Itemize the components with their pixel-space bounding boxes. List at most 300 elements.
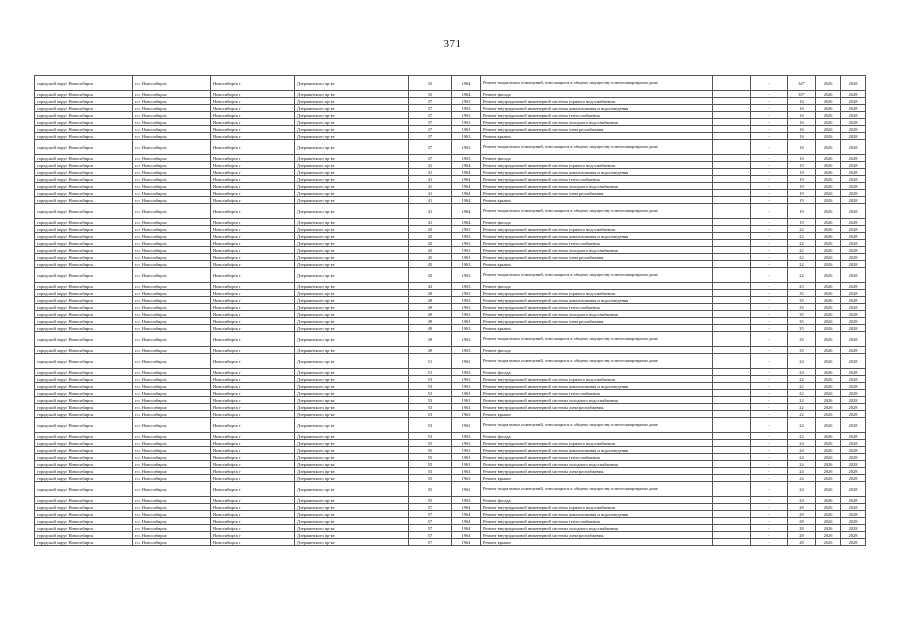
empty-cell [713,190,751,197]
empty-cell [713,283,751,290]
table-row [35,176,866,183]
year-to-cell: 2028 [841,176,866,183]
district-cell: городской округ Новосибирск [35,126,133,133]
table-row [35,183,866,190]
dash-cell: - [751,304,788,311]
district-cell: городской округ Новосибирск [35,397,133,404]
municipality-cell: г.о. Новосибирск [133,532,211,539]
year-from-cell: 2026 [816,411,841,418]
dash-cell: - [751,518,788,525]
house-number-cell: 41 [409,162,452,169]
empty-cell [713,112,751,119]
city-cell: Новосибирск г [211,268,295,283]
house-number-cell: 41 [409,169,452,176]
work-type-cell: Ремонт крыши [481,539,713,546]
house-number-cell: 35 [409,76,452,91]
district-cell: городской округ Новосибирск [35,539,133,546]
dash-cell: - [751,91,788,98]
year-to-cell: 2028 [841,318,866,325]
city-cell: Новосибирск г [211,354,295,369]
municipality-cell: г.о. Новосибирск [133,468,211,475]
house-number-cell: 37 [409,133,452,140]
work-type-cell: Ремонт подвальных помещений, относящихся к общему имуществу в многоквартирном доме [481,354,713,369]
district-cell: городской округ Новосибирск [35,183,133,190]
table-row [35,532,866,539]
municipality-cell: г.о. Новосибирск [133,383,211,390]
empty-cell [713,461,751,468]
dash-cell: - [751,76,788,91]
municipality-cell: г.о. Новосибирск [133,369,211,376]
municipality-cell: г.о. Новосибирск [133,497,211,504]
year-to-cell: 2028 [841,482,866,497]
house-number-cell: 41 [409,204,452,219]
empty-cell [713,325,751,332]
year-from-cell: 2026 [816,126,841,133]
city-cell: Новосибирск г [211,254,295,261]
house-number-cell: 57 [409,504,452,511]
house-number-cell: 49 [409,297,452,304]
district-cell: городской округ Новосибирск [35,76,133,91]
table-row [35,140,866,155]
value-cell: 35 [788,318,816,325]
municipality-cell: г.о. Новосибирск [133,91,211,98]
district-cell: городской округ Новосибирск [35,440,133,447]
house-number-cell: 49 [409,304,452,311]
district-cell: городской округ Новосибирск [35,475,133,482]
municipality-cell: г.о. Новосибирск [133,261,211,268]
table-row [35,468,866,475]
year-to-cell: 2028 [841,404,866,411]
table-row [35,311,866,318]
year-from-cell: 2026 [816,454,841,461]
municipality-cell: г.о. Новосибирск [133,98,211,105]
table-row [35,283,866,290]
empty-cell [713,511,751,518]
dash-cell: - [751,532,788,539]
work-type-cell: Ремонт внутридомовой инженерной системы горячего водоснабжения [481,440,713,447]
year-from-cell: 2026 [816,261,841,268]
build-year-cell: 1964 [452,91,481,98]
dash-cell: - [751,461,788,468]
year-from-cell: 2026 [816,511,841,518]
year-to-cell: 2028 [841,468,866,475]
work-type-cell: Ремонт внутридомовой инженерной системы горячего водоснабжения [481,376,713,383]
build-year-cell: 1963 [452,290,481,297]
street-cell: Дзержинского пр-кт [295,454,409,461]
build-year-cell: 1964 [452,504,481,511]
work-type-cell: Ремонт внутридомовой инженерной системы холодного водоснабжения [481,461,713,468]
district-cell: городской округ Новосибирск [35,105,133,112]
street-cell: Дзержинского пр-кт [295,482,409,497]
build-year-cell: 1963 [452,98,481,105]
table-row [35,297,866,304]
house-number-cell: 49 [409,311,452,318]
work-type-cell: Ремонт крыши [481,475,713,482]
value-cell: 24 [788,369,816,376]
table-row [35,247,866,254]
municipality-cell: г.о. Новосибирск [133,518,211,525]
city-cell: Новосибирск г [211,183,295,190]
table-row [35,383,866,390]
street-cell: Дзержинского пр-кт [295,461,409,468]
municipality-cell: г.о. Новосибирск [133,140,211,155]
dash-cell: - [751,112,788,119]
house-number-cell: 37 [409,105,452,112]
build-year-cell: 1964 [452,525,481,532]
city-cell: Новосибирск г [211,525,295,532]
municipality-cell: г.о. Новосибирск [133,539,211,546]
city-cell: Новосибирск г [211,482,295,497]
year-to-cell: 2028 [841,247,866,254]
value-cell: 35 [788,290,816,297]
work-type-cell: Ремонт крыши [481,133,713,140]
build-year-cell: 1963 [452,482,481,497]
work-type-cell: Ремонт внутридомовой инженерной системы электроснабжения [481,318,713,325]
house-number-cell: 57 [409,532,452,539]
street-cell: Дзержинского пр-кт [295,226,409,233]
work-type-cell: Ремонт подвальных помещений, относящихся к общему имуществу в многоквартирном доме [481,76,713,91]
year-to-cell: 2028 [841,290,866,297]
municipality-cell: г.о. Новосибирск [133,440,211,447]
district-cell: городской округ Новосибирск [35,226,133,233]
street-cell: Дзержинского пр-кт [295,318,409,325]
house-number-cell: 49 [409,332,452,347]
year-to-cell: 2028 [841,133,866,140]
work-type-cell: Ремонт фасада [481,497,713,504]
work-type-cell: Ремонт внутридомовой инженерной системы теплоснабжения [481,390,713,397]
table-row [35,475,866,482]
build-year-cell: 1964 [452,190,481,197]
work-type-cell: Ремонт внутридомовой инженерной системы горячего водоснабжения [481,290,713,297]
build-year-cell: 1964 [452,511,481,518]
year-to-cell: 2028 [841,226,866,233]
value-cell: 19 [788,169,816,176]
table-row [35,332,866,347]
year-to-cell: 2028 [841,219,866,226]
street-cell: Дзержинского пр-кт [295,140,409,155]
work-type-cell: Ремонт подвальных помещений, относящихся к общему имуществу в многоквартирном доме [481,482,713,497]
year-from-cell: 2026 [816,440,841,447]
district-cell: городской округ Новосибирск [35,404,133,411]
year-from-cell: 2026 [816,105,841,112]
city-cell: Новосибирск г [211,98,295,105]
value-cell: 25 [788,283,816,290]
year-from-cell: 2026 [816,204,841,219]
street-cell: Дзержинского пр-кт [295,190,409,197]
municipality-cell: г.о. Новосибирск [133,404,211,411]
dash-cell: - [751,119,788,126]
work-type-cell: Ремонт внутридомовой инженерной системы канализования и водоотведения [481,297,713,304]
dash-cell: - [751,190,788,197]
city-cell: Новосибирск г [211,504,295,511]
value-cell: 22 [788,226,816,233]
house-number-cell: 55 [409,454,452,461]
year-from-cell: 2026 [816,376,841,383]
city-cell: Новосибирск г [211,140,295,155]
value-cell: 16 [788,119,816,126]
year-to-cell: 2028 [841,433,866,440]
empty-cell [713,76,751,91]
table-row [35,440,866,447]
value-cell: 24 [788,354,816,369]
street-cell: Дзержинского пр-кт [295,254,409,261]
table-row [35,126,866,133]
empty-cell [713,169,751,176]
city-cell: Новосибирск г [211,133,295,140]
district-cell: городской округ Новосибирск [35,261,133,268]
table-row [35,190,866,197]
table-row [35,397,866,404]
year-to-cell: 2028 [841,112,866,119]
street-cell: Дзержинского пр-кт [295,447,409,454]
dash-cell: - [751,240,788,247]
house-number-cell: 41 [409,219,452,226]
empty-cell [713,369,751,376]
work-type-cell: Ремонт внутридомовой инженерной системы теплоснабжения [481,176,713,183]
dash-cell: - [751,411,788,418]
year-from-cell: 2026 [816,219,841,226]
value-cell: 19 [788,219,816,226]
work-type-cell: Ремонт внутридомовой инженерной системы холодного водоснабжения [481,183,713,190]
build-year-cell: 1963 [452,311,481,318]
empty-cell [713,197,751,204]
year-from-cell: 2026 [816,532,841,539]
build-year-cell: 1964 [452,532,481,539]
work-type-cell: Ремонт внутридомовой инженерной системы канализования и водоотведения [481,447,713,454]
table-row [35,98,866,105]
build-year-cell: 1963 [452,240,481,247]
district-cell: городской округ Новосибирск [35,497,133,504]
dash-cell: - [751,133,788,140]
city-cell: Новосибирск г [211,461,295,468]
empty-cell [713,233,751,240]
table-row [35,91,866,98]
year-to-cell: 2028 [841,369,866,376]
year-from-cell: 2026 [816,504,841,511]
house-number-cell: 53 [409,404,452,411]
street-cell: Дзержинского пр-кт [295,240,409,247]
city-cell: Новосибирск г [211,240,295,247]
table-row [35,539,866,546]
year-from-cell: 2026 [816,226,841,233]
empty-cell [713,290,751,297]
work-type-cell: Ремонт фасада [481,91,713,98]
value-cell: 35* [788,91,816,98]
dash-cell: - [751,440,788,447]
empty-cell [713,254,751,261]
value-cell: 24 [788,482,816,497]
dash-cell: - [751,290,788,297]
work-type-cell: Ремонт внутридомовой инженерной системы канализования и водоотведения [481,105,713,112]
year-to-cell: 2028 [841,347,866,354]
work-type-cell: Ремонт крыши [481,411,713,418]
dash-cell: - [751,511,788,518]
district-cell: городской округ Новосибирск [35,369,133,376]
house-number-cell: 51 [409,369,452,376]
table-row [35,240,866,247]
street-cell: Дзержинского пр-кт [295,247,409,254]
municipality-cell: г.о. Новосибирск [133,390,211,397]
table-row [35,318,866,325]
empty-cell [713,268,751,283]
district-cell: городской округ Новосибирск [35,304,133,311]
district-cell: городской округ Новосибирск [35,383,133,390]
work-type-cell: Ремонт внутридомовой инженерной системы холодного водоснабжения [481,247,713,254]
build-year-cell: 1963 [452,112,481,119]
street-cell: Дзержинского пр-кт [295,119,409,126]
city-cell: Новосибирск г [211,347,295,354]
year-to-cell: 2028 [841,447,866,454]
city-cell: Новосибирск г [211,197,295,204]
dash-cell: - [751,383,788,390]
house-number-cell: 57 [409,511,452,518]
year-to-cell: 2028 [841,190,866,197]
municipality-cell: г.о. Новосибирск [133,105,211,112]
street-cell: Дзержинского пр-кт [295,504,409,511]
build-year-cell: 1964 [452,183,481,190]
build-year-cell: 1963 [452,105,481,112]
empty-cell [713,155,751,162]
build-year-cell: 1963 [452,418,481,433]
build-year-cell: 1963 [452,140,481,155]
street-cell: Дзержинского пр-кт [295,290,409,297]
value-cell: 28 [788,539,816,546]
year-to-cell: 2028 [841,119,866,126]
street-cell: Дзержинского пр-кт [295,511,409,518]
house-number-cell: 53 [409,397,452,404]
house-number-cell: 55 [409,497,452,504]
house-number-cell: 55 [409,475,452,482]
build-year-cell: 1963 [452,354,481,369]
house-number-cell: 43 [409,283,452,290]
house-number-cell: 41 [409,197,452,204]
work-type-cell: Ремонт крыши [481,325,713,332]
year-to-cell: 2028 [841,204,866,219]
year-to-cell: 2028 [841,240,866,247]
table-row [35,404,866,411]
municipality-cell: г.о. Новосибирск [133,318,211,325]
year-from-cell: 2026 [816,283,841,290]
municipality-cell: г.о. Новосибирск [133,226,211,233]
year-from-cell: 2026 [816,497,841,504]
street-cell: Дзержинского пр-кт [295,126,409,133]
work-type-cell: Ремонт внутридомовой инженерной системы холодного водоснабжения [481,119,713,126]
value-cell: 28 [788,504,816,511]
year-from-cell: 2026 [816,155,841,162]
work-type-cell: Ремонт внутридомовой инженерной системы холодного водоснабжения [481,397,713,404]
district-cell: городской округ Новосибирск [35,283,133,290]
table-row [35,504,866,511]
municipality-cell: г.о. Новосибирск [133,290,211,297]
repair-schedule-table [34,75,865,546]
house-number-cell: 45 [409,226,452,233]
street-cell: Дзержинского пр-кт [295,390,409,397]
table-row [35,518,866,525]
dash-cell: - [751,183,788,190]
value-cell: 22 [788,411,816,418]
work-type-cell: Ремонт внутридомовой инженерной системы теплоснабжения [481,518,713,525]
district-cell: городской округ Новосибирск [35,532,133,539]
build-year-cell: 1964 [452,539,481,546]
value-cell: 35 [788,304,816,311]
district-cell: городской округ Новосибирск [35,197,133,204]
work-type-cell: Ремонт внутридомовой инженерной системы электроснабжения [481,126,713,133]
build-year-cell: 1963 [452,447,481,454]
year-to-cell: 2028 [841,126,866,133]
district-cell: городской округ Новосибирск [35,433,133,440]
build-year-cell: 1963 [452,497,481,504]
city-cell: Новосибирск г [211,511,295,518]
empty-cell [713,133,751,140]
empty-cell [713,332,751,347]
value-cell: 22 [788,240,816,247]
municipality-cell: г.о. Новосибирск [133,433,211,440]
year-to-cell: 2028 [841,440,866,447]
build-year-cell: 1963 [452,155,481,162]
table-row [35,454,866,461]
house-number-cell: 53 [409,433,452,440]
value-cell: 34* [788,76,816,91]
empty-cell [713,418,751,433]
value-cell: 16 [788,112,816,119]
year-to-cell: 2028 [841,418,866,433]
city-cell: Новосибирск г [211,283,295,290]
municipality-cell: г.о. Новосибирск [133,354,211,369]
year-to-cell: 2028 [841,383,866,390]
year-from-cell: 2026 [816,347,841,354]
district-cell: городской округ Новосибирск [35,332,133,347]
year-to-cell: 2028 [841,268,866,283]
city-cell: Новосибирск г [211,475,295,482]
year-from-cell: 2026 [816,233,841,240]
street-cell: Дзержинского пр-кт [295,155,409,162]
value-cell: 28 [788,525,816,532]
city-cell: Новосибирск г [211,226,295,233]
district-cell: городской округ Новосибирск [35,454,133,461]
dash-cell: - [751,418,788,433]
year-from-cell: 2026 [816,482,841,497]
table-row [35,525,866,532]
year-from-cell: 2026 [816,112,841,119]
table-row [35,76,866,91]
value-cell: 19 [788,204,816,219]
empty-cell [713,475,751,482]
empty-cell [713,454,751,461]
table-row [35,133,866,140]
dash-cell: - [751,283,788,290]
street-cell: Дзержинского пр-кт [295,518,409,525]
value-cell: 22 [788,390,816,397]
year-from-cell: 2026 [816,197,841,204]
value-cell: 28 [788,511,816,518]
year-from-cell: 2026 [816,169,841,176]
district-cell: городской округ Новосибирск [35,311,133,318]
district-cell: городской округ Новосибирск [35,447,133,454]
empty-cell [713,518,751,525]
municipality-cell: г.о. Новосибирск [133,197,211,204]
table-row [35,461,866,468]
table-row [35,511,866,518]
municipality-cell: г.о. Новосибирск [133,76,211,91]
street-cell: Дзержинского пр-кт [295,169,409,176]
street-cell: Дзержинского пр-кт [295,233,409,240]
work-type-cell: Ремонт подвальных помещений, относящихся к общему имуществу в многоквартирном доме [481,268,713,283]
house-number-cell: 45 [409,254,452,261]
table-row [35,112,866,119]
build-year-cell: 1963 [452,411,481,418]
municipality-cell: г.о. Новосибирск [133,475,211,482]
year-to-cell: 2028 [841,183,866,190]
